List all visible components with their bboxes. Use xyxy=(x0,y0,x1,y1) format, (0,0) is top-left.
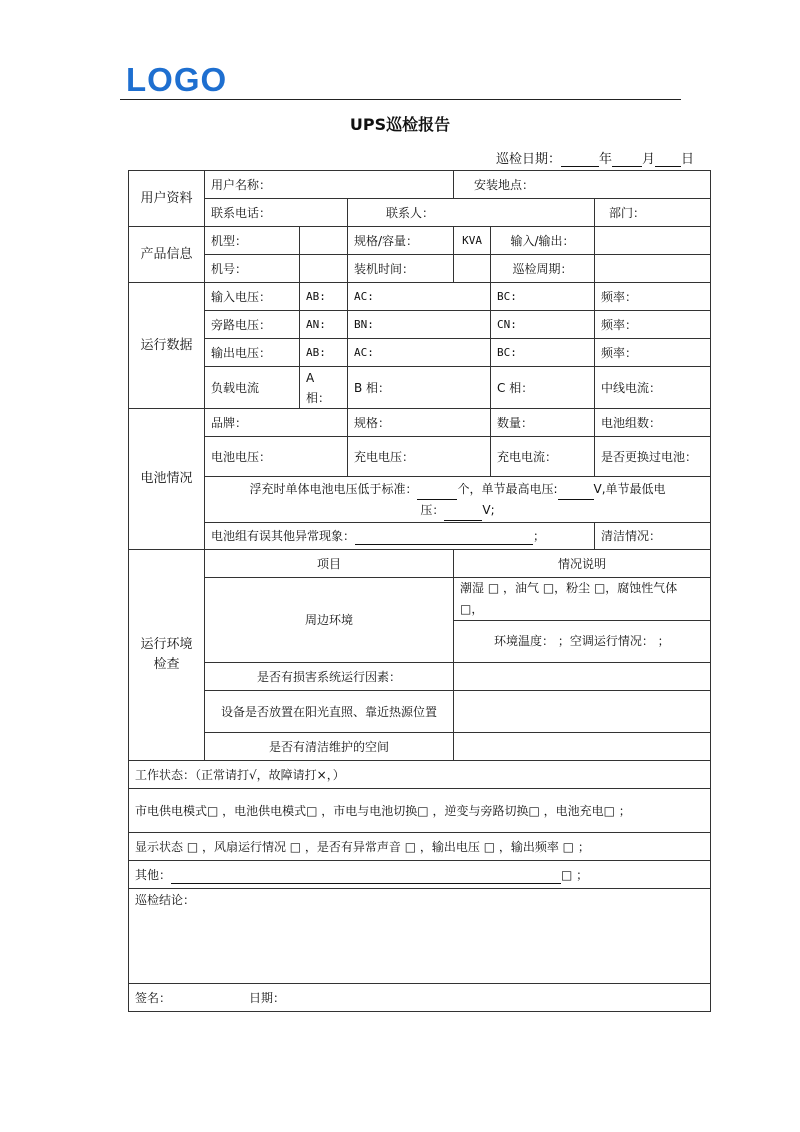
volt-unit: V; xyxy=(482,502,495,517)
load-current-label: 负载电流 xyxy=(205,367,300,409)
battery-spec[interactable]: 规格： xyxy=(348,409,491,437)
min-voltage-label-cont: 压： xyxy=(420,502,445,517)
phone-field[interactable]: 联系电话： xyxy=(205,199,348,227)
section-product: 产品信息 xyxy=(129,227,205,283)
battery-abnormal-row xyxy=(205,523,595,550)
sunlight-heat-label: 设备是否放置在阳光直照、靠近热源位置 xyxy=(205,691,454,733)
input-ab[interactable]: AB: xyxy=(300,283,348,311)
conclusion-field[interactable] xyxy=(129,889,711,984)
contact-field[interactable]: 联系人： xyxy=(348,199,595,227)
conclusion-label: 巡检结论： xyxy=(135,893,196,907)
battery-qty[interactable]: 数量： xyxy=(491,409,595,437)
bypass-an[interactable]: AN: xyxy=(300,311,348,339)
io-value[interactable] xyxy=(595,227,711,255)
display-status-row[interactable]: 显示状态 □ ，风扇运行情况 □ ，是否有异常声音 □ ，输出电压 □ ，输出频率 □ ； xyxy=(129,833,711,861)
float-label: 浮充时单体电池电压低于标准： xyxy=(249,481,418,496)
battery-replaced[interactable]: 是否更换过电池： xyxy=(595,437,711,477)
serial-value[interactable] xyxy=(300,255,348,283)
load-c-phase[interactable]: C 相： xyxy=(491,367,595,409)
day-label: 日 xyxy=(681,152,695,167)
signature-row xyxy=(129,984,711,1012)
float-charge-row xyxy=(205,477,711,523)
input-ac[interactable]: AC: xyxy=(348,283,491,311)
bypass-freq[interactable]: 频率： xyxy=(595,311,711,339)
output-voltage-label: 输出电压： xyxy=(205,339,300,367)
input-freq[interactable]: 频率： xyxy=(595,283,711,311)
cycle-value[interactable] xyxy=(595,255,711,283)
battery-groups[interactable]: 电池组数： xyxy=(595,409,711,437)
output-freq[interactable]: 频率： xyxy=(595,339,711,367)
col-item-header: 项目 xyxy=(205,550,454,578)
load-neutral[interactable]: 中线电流： xyxy=(595,367,711,409)
battery-voltage[interactable]: 电池电压： xyxy=(205,437,348,477)
input-voltage-label: 输入电压： xyxy=(205,283,300,311)
harm-factors-label: 是否有损害系统运行因素： xyxy=(205,663,454,691)
department-label: 部门： xyxy=(609,205,646,220)
section-battery: 电池情况 xyxy=(129,409,205,550)
model-value[interactable] xyxy=(300,227,348,255)
bypass-bn[interactable]: BN: xyxy=(348,311,491,339)
power-modes-row[interactable]: 市电供电模式□ ，电池供电模式□ ，市电与电池切换□ ，逆变与旁路切换□ ，电池充电□ ； xyxy=(129,789,711,833)
section-running: 运行数据 xyxy=(129,283,205,409)
header-divider xyxy=(120,99,681,100)
col-desc-header: 情况说明 xyxy=(454,550,711,578)
model-label: 机型： xyxy=(205,227,300,255)
min-voltage-label: V,单节最低电 xyxy=(593,481,666,496)
max-voltage-label: 个，单节最高电压: xyxy=(457,481,558,496)
install-time-label: 装机时间： xyxy=(348,255,454,283)
install-location-field[interactable]: 安装地点： xyxy=(454,171,711,199)
year-blank[interactable] xyxy=(561,152,599,167)
charge-current[interactable]: 充电电流： xyxy=(491,437,595,477)
department-field[interactable] xyxy=(595,199,711,227)
min-voltage-blank[interactable] xyxy=(444,506,482,521)
kva-unit: KVA xyxy=(454,227,491,255)
load-a-phase[interactable]: A 相： xyxy=(300,367,348,409)
serial-label: 机号： xyxy=(205,255,300,283)
other-end[interactable]: □ ； xyxy=(561,867,589,882)
signature-date-label[interactable]: 日期： xyxy=(249,990,286,1005)
inspection-form xyxy=(128,170,711,1012)
maintenance-space-value[interactable] xyxy=(454,733,711,761)
spec-label: 规格/容量： xyxy=(348,227,454,255)
output-bc[interactable]: BC: xyxy=(491,339,595,367)
month-blank[interactable] xyxy=(612,152,642,167)
section-environment: 运行环境检查 xyxy=(129,550,205,761)
section-customer: 用户资料 xyxy=(129,171,205,227)
other-row xyxy=(129,861,711,889)
install-time-value[interactable] xyxy=(454,255,491,283)
surrounding-env-conditions[interactable]: 潮湿 □ ，油气 □，粉尘 □，腐蚀性气体 □， xyxy=(454,578,711,621)
abnormal-label: 电池组有误其他异常现象： xyxy=(211,529,356,543)
work-status-row: 工作状态：（正常请打√，故障请打×，） xyxy=(129,761,711,789)
charge-voltage[interactable]: 充电电压： xyxy=(348,437,491,477)
day-blank[interactable] xyxy=(655,152,681,167)
surrounding-env-label: 周边环境 xyxy=(205,578,454,663)
year-label: 年 xyxy=(599,152,613,167)
low-count-blank[interactable] xyxy=(417,485,457,500)
harm-factors-value[interactable] xyxy=(454,663,711,691)
output-ac[interactable]: AC: xyxy=(348,339,491,367)
battery-brand[interactable]: 品牌： xyxy=(205,409,348,437)
cycle-label: 巡检周期： xyxy=(491,255,595,283)
date-label: 巡检日期： xyxy=(496,152,562,167)
input-bc[interactable]: BC: xyxy=(491,283,595,311)
inspection-date-line xyxy=(496,148,694,167)
bypass-voltage-label: 旁路电压： xyxy=(205,311,300,339)
other-blank[interactable] xyxy=(171,869,561,884)
load-b-phase[interactable]: B 相： xyxy=(348,367,491,409)
page-title: UPS巡检报告 xyxy=(349,115,451,134)
logo: LOGO xyxy=(126,61,228,98)
io-label: 输入/输出： xyxy=(491,227,595,255)
sunlight-heat-value[interactable] xyxy=(454,691,711,733)
max-voltage-blank[interactable] xyxy=(558,485,594,500)
month-label: 月 xyxy=(642,152,656,167)
abnormal-end: ； xyxy=(533,529,546,543)
signature-label[interactable]: 签名： xyxy=(135,990,172,1005)
output-ab[interactable]: AB: xyxy=(300,339,348,367)
clean-status[interactable]: 清洁情况： xyxy=(595,523,711,550)
bypass-cn[interactable]: CN: xyxy=(491,311,595,339)
maintenance-space-label: 是否有清洁维护的空间 xyxy=(205,733,454,761)
abnormal-blank[interactable] xyxy=(355,530,533,545)
user-name-field[interactable]: 用户名称： xyxy=(205,171,454,199)
env-temperature-ac[interactable]: 环境温度： ；空调运行情况： ； xyxy=(454,621,711,663)
other-label: 其他： xyxy=(135,867,172,882)
